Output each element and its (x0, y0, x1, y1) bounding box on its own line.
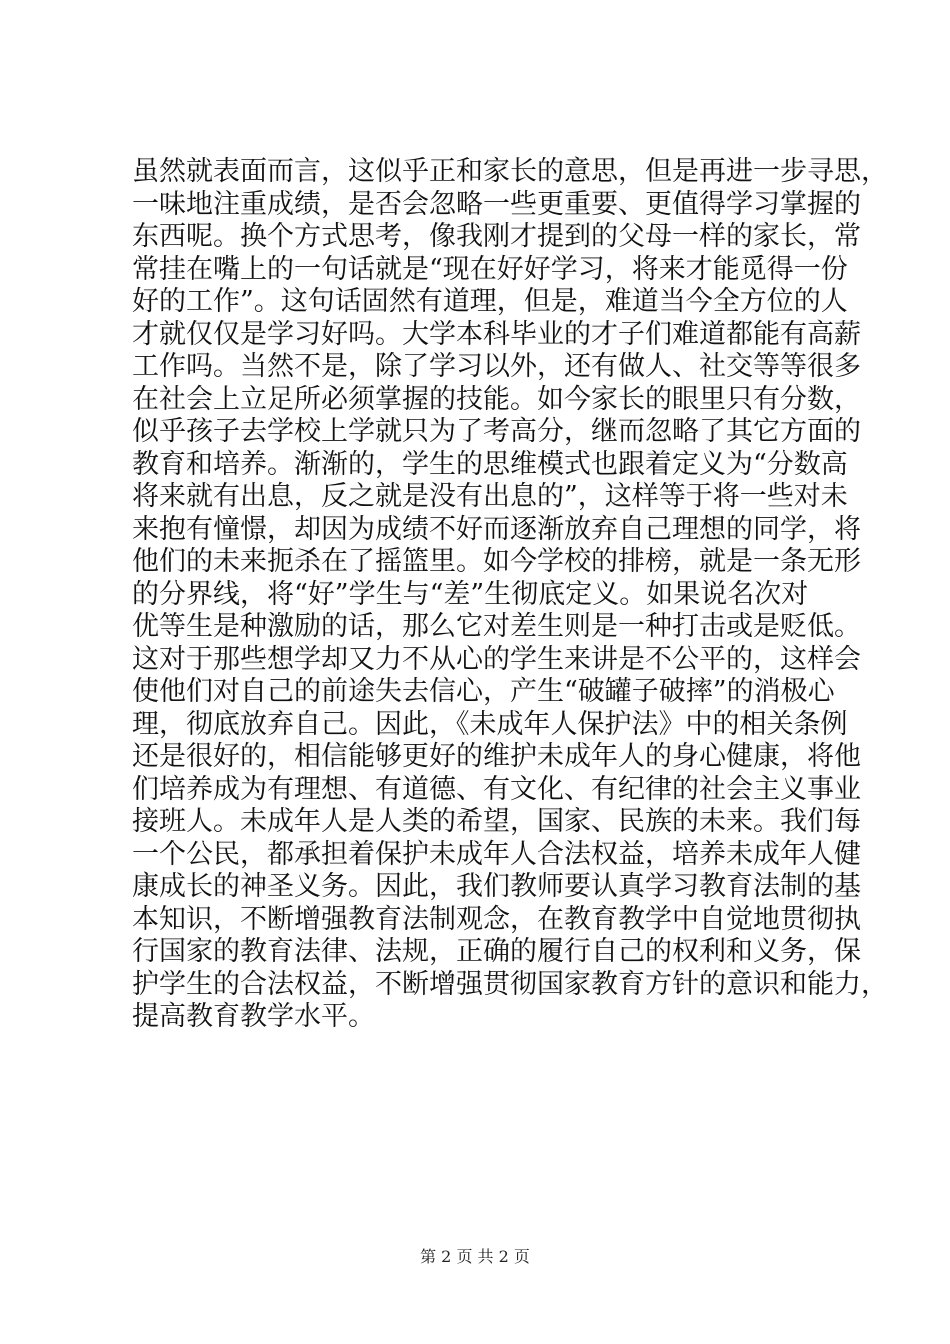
page-number-footer: 第 2 页 共 2 页 (420, 1247, 530, 1266)
text-line: 护学生的合法权益，不断增强贯彻国家教育方针的意识和能力， (132, 968, 888, 1000)
text-line: 接班人。未成年人是人类的希望，国家、民族的未来。我们每 (132, 806, 861, 837)
text-line: 才就仅仅是学习好吗。大学本科毕业的才子们难道都能有高薪 (132, 318, 861, 350)
text-line: 似乎孩子去学校上学就只为了考高分，继而忽略了其它方面的 (132, 416, 861, 447)
text-line: 将来就有出息，反之就是没有出息的”，这样等于将一些对未 (132, 481, 848, 512)
text-line: 康成长的神圣义务。因此，我们教师要认真学习教育法制的基 (132, 871, 861, 902)
text-line: 一个公民，都承担着保护未成年人合法权益，培养未成年人健 (132, 838, 861, 870)
text-line: 使他们对自己的前途失去信心，产生“破罐子破摔”的消极心 (132, 676, 835, 707)
text-line: 虽然就表面而言，这似乎正和家长的意思，但是再进一步寻思， (132, 156, 888, 187)
body-text (132, 156, 888, 1034)
text-line: 常挂在嘴上的一句话就是“现在好好学习，将来才能觅得一份 (132, 253, 848, 285)
text-line: 东西呢。换个方式思考，像我刚才提到的父母一样的家长，常 (132, 221, 861, 252)
text-line: 一味地注重成绩，是否会忽略一些更重要、更值得学习掌握的 (132, 188, 861, 220)
text-line: 理，彻底放弃自己。因此，《未成年人保护法》中的相关条例 (132, 708, 848, 740)
text-line: 这对于那些想学却又力不从心的学生来讲是不公平的，这样会 (132, 643, 861, 675)
text-line: 本知识，不断增强教育法制观念，在教育教学中自觉地贯彻执 (132, 903, 861, 935)
text-line: 的分界线，将“好”学生与“差”生彻底定义。如果说名次对 (132, 578, 809, 610)
text-line: 在社会上立足所必须掌握的技能。如今家长的眼里只有分数， (132, 383, 861, 415)
text-line: 优等生是种激励的话，那么它对差生则是一种打击或是贬低。 (132, 611, 861, 642)
text-line: 提高教育教学水平。 (132, 1001, 375, 1032)
text-line: 还是很好的，相信能够更好的维护未成年人的身心健康，将他 (132, 741, 861, 772)
text-line: 们培养成为有理想、有道德、有文化、有纪律的社会主义事业 (132, 773, 861, 805)
text-line: 他们的未来扼杀在了摇篮里。如今学校的排榜，就是一条无形 (132, 546, 861, 577)
text-line: 行国家的教育法律、法规，正确的履行自己的权利和义务，保 (132, 936, 861, 967)
text-line: 来抱有憧憬，却因为成绩不好而逐渐放弃自己理想的同学，将 (132, 513, 861, 545)
text-line: 教育和培养。渐渐的，学生的思维模式也跟着定义为“分数高 (132, 448, 848, 480)
text-line: 好的工作”。这句话固然有道理，但是，难道当今全方位的人 (132, 286, 848, 317)
text-line: 工作吗。当然不是，除了学习以外，还有做人、社交等等很多 (132, 351, 861, 382)
